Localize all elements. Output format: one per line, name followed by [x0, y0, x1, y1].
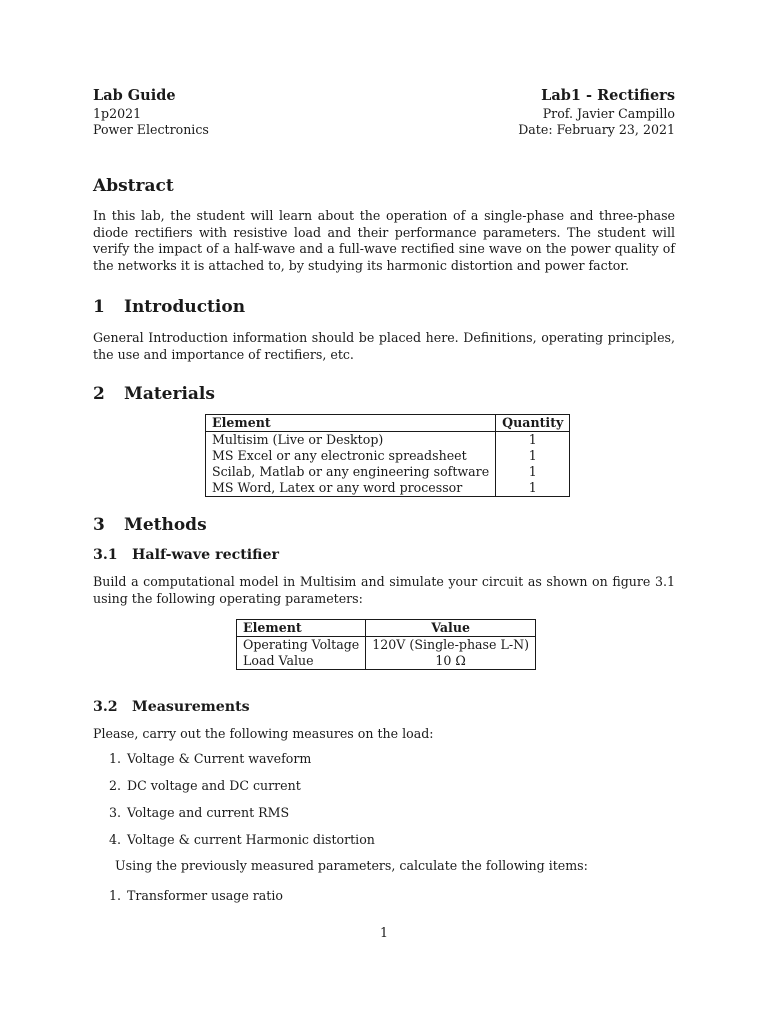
materials-cell-quantity: 1	[496, 464, 570, 480]
measurement-item: DC voltage and DC current	[127, 778, 301, 793]
materials-cell-quantity: 1	[496, 432, 570, 449]
materials-col-quantity: Quantity	[496, 415, 570, 432]
measurements-heading	[93, 699, 250, 715]
header-right-title: Lab1 - Rectifiers	[541, 87, 675, 104]
list-item: 2. DC voltage and DC current	[108, 778, 301, 793]
table-row	[237, 637, 536, 654]
calculation-intro: Using the previously measured parameters, calculate the following items:	[115, 858, 588, 873]
intro-title: Introduction	[124, 297, 246, 317]
calculation-item: Transformer usage ratio	[127, 888, 283, 903]
parameters-cell-element: Operating Voltage	[237, 637, 366, 654]
header-right-date: Date: February 23, 2021	[518, 122, 675, 137]
table-row	[237, 653, 536, 670]
table-row	[206, 432, 570, 449]
table-row	[206, 464, 570, 480]
halfwave-text: Build a computational model in Multisim and simulate your circuit as shown on figure 3.1 using the following operating parameters:	[93, 574, 675, 606]
measurements-title: Measurements	[132, 699, 250, 715]
list-item: 3. Voltage and current RMS	[108, 805, 290, 820]
materials-number: 2	[93, 384, 105, 404]
materials-cell-element: Multisim (Live or Desktop)	[206, 432, 496, 449]
page-number: 1	[379, 925, 388, 940]
parameters-cell-element: Load Value	[237, 653, 366, 670]
list-item: 1. Voltage & Current waveform	[108, 751, 312, 766]
materials-cell-quantity: 1	[496, 480, 570, 497]
materials-header-row	[206, 415, 570, 432]
halfwave-heading	[93, 547, 279, 563]
parameters-col-value: Value	[366, 620, 536, 637]
measurements-number: 3.2	[93, 699, 118, 715]
parameters-header-row	[237, 620, 536, 637]
materials-table	[205, 414, 570, 497]
list-item: 4. Voltage & current Harmonic distortion	[108, 832, 375, 847]
measurements-intro: Please, carry out the following measures on the load:	[93, 726, 434, 741]
halfwave-title: Half-wave rectifier	[132, 547, 279, 563]
materials-title: Materials	[124, 384, 215, 404]
materials-cell-quantity: 1	[496, 448, 570, 464]
header-left-course: Power Electronics	[93, 122, 209, 137]
materials-cell-element: MS Excel or any electronic spreadsheet	[206, 448, 496, 464]
intro-heading	[93, 297, 245, 317]
parameters-cell-value: 120V (Single-phase L-N)	[366, 637, 536, 654]
measurement-item: Voltage and current RMS	[127, 805, 290, 820]
methods-number: 3	[93, 515, 105, 535]
header-left-title: Lab Guide	[93, 87, 176, 104]
parameters-cell-value: 10 Ω	[366, 653, 536, 670]
table-row	[206, 448, 570, 464]
methods-title: Methods	[124, 515, 207, 535]
materials-col-element: Element	[206, 415, 496, 432]
materials-heading	[93, 384, 215, 404]
abstract-heading: Abstract	[93, 176, 174, 196]
measurement-item: Voltage & Current waveform	[127, 751, 312, 766]
header-right-professor: Prof. Javier Campillo	[542, 106, 675, 121]
header-left-term: 1p2021	[93, 106, 142, 121]
intro-text: General Introduction information should be placed here. Definitions, operating principles, the use and importance of rectifiers, etc.	[93, 330, 675, 362]
abstract-text: In this lab, the student will learn about the operation of a single-phase and three-phase diode rectifiers with resistive load and their performance parameters. The student will verify the impact of a half-wave and a full-wave rectified sine wave on the power quality of the networks it is attached to, by studying its harmonic distortion and power factor.	[93, 208, 675, 273]
table-row	[206, 480, 570, 497]
list-item: 1. Transformer usage ratio	[108, 888, 283, 903]
intro-number: 1	[93, 297, 105, 317]
methods-heading	[93, 515, 207, 535]
parameters-table	[236, 619, 536, 670]
halfwave-number: 3.1	[93, 547, 118, 563]
materials-cell-element: Scilab, Matlab or any engineering software	[206, 464, 496, 480]
materials-cell-element: MS Word, Latex or any word processor	[206, 480, 496, 497]
measurement-item: Voltage & current Harmonic distortion	[127, 832, 375, 847]
parameters-col-element: Element	[237, 620, 366, 637]
